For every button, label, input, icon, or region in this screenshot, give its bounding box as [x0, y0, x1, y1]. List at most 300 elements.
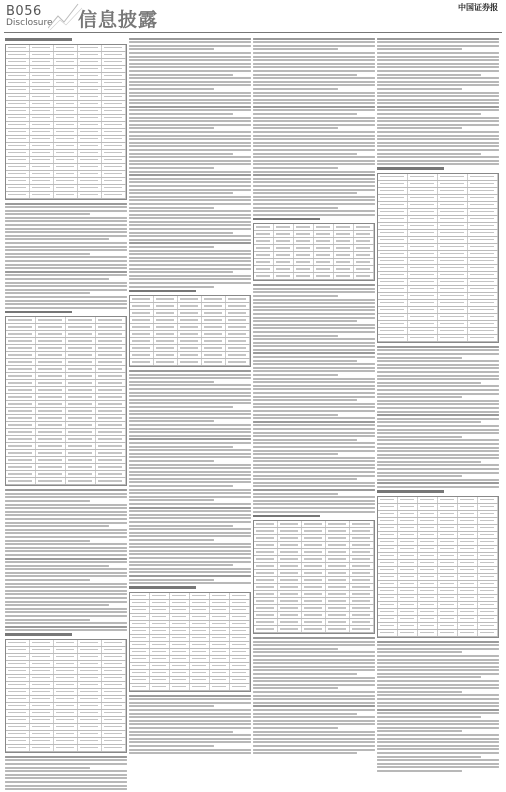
table-cell: [130, 656, 150, 662]
table-cell: [294, 273, 314, 279]
table-cell: [6, 668, 30, 674]
table-cell: [66, 429, 96, 435]
table-row: [254, 570, 374, 577]
text-line: [377, 644, 499, 646]
table-cell: [6, 171, 30, 177]
table-cell: [130, 331, 154, 337]
table-cell: [78, 682, 102, 688]
table-cell: [458, 616, 478, 622]
table-cell: [96, 478, 126, 484]
table-cell: [314, 224, 334, 230]
table-cell: [54, 689, 78, 695]
table-row: [6, 171, 126, 178]
text-line: [129, 716, 251, 718]
table-cell: [226, 296, 250, 302]
table-cell: [78, 178, 102, 184]
table-cell: [6, 380, 36, 386]
table-cell: [78, 689, 102, 695]
table-cell: [408, 223, 438, 229]
text-line: [377, 378, 499, 380]
text-line: [5, 565, 109, 567]
table-cell: [30, 696, 54, 702]
table-cell: [468, 209, 498, 215]
text-line: [5, 235, 127, 237]
table-row: [6, 80, 126, 87]
table-row: [6, 157, 126, 164]
table-cell: [154, 317, 178, 323]
table-cell: [66, 408, 96, 414]
text-line: [253, 406, 375, 408]
text-line: [129, 438, 251, 440]
text-line: [253, 457, 375, 459]
table-cell: [36, 394, 66, 400]
table-cell: [278, 556, 302, 562]
table-cell: [30, 710, 54, 716]
table-row: [130, 303, 250, 310]
table-cell: [326, 542, 350, 548]
table-cell: [6, 450, 36, 456]
table-cell: [102, 45, 126, 51]
text-line: [129, 395, 251, 397]
table-cell: [210, 656, 230, 662]
table-row: [6, 675, 126, 682]
table-cell: [190, 607, 210, 613]
table-cell: [254, 542, 278, 548]
table-row: [130, 352, 250, 359]
text-line: [5, 532, 127, 534]
table-row: [254, 584, 374, 591]
text-line: [377, 106, 499, 108]
text-line: [129, 499, 214, 501]
table-cell: [54, 192, 78, 198]
table-row: [254, 238, 374, 245]
table-cell: [326, 563, 350, 569]
text-line: [129, 74, 233, 76]
table-cell: [408, 300, 438, 306]
text-line: [377, 99, 499, 101]
table-cell: [66, 422, 96, 428]
text-line: [5, 550, 127, 552]
table-cell: [6, 401, 36, 407]
text-line: [253, 106, 375, 108]
text-line: [377, 153, 481, 155]
text-line: [377, 676, 481, 678]
table-cell: [150, 649, 170, 655]
table-cell: [254, 259, 274, 265]
text-line: [253, 482, 375, 484]
table-cell: [30, 717, 54, 723]
table-cell: [418, 511, 438, 517]
table-cell: [278, 535, 302, 541]
text-line: [377, 92, 499, 94]
table-cell: [378, 567, 398, 573]
table-cell: [334, 259, 354, 265]
table-caption: [253, 515, 320, 518]
table-cell: [54, 73, 78, 79]
table-cell: [230, 621, 250, 627]
table-cell: [408, 181, 438, 187]
table-row: [254, 577, 374, 584]
text-line: [253, 149, 375, 151]
table-cell: [6, 352, 36, 358]
table-cell: [478, 609, 498, 615]
text-line: [253, 356, 375, 358]
table-cell: [96, 450, 126, 456]
text-line: [253, 734, 375, 736]
data-table: [253, 223, 375, 281]
table-cell: [30, 66, 54, 72]
table-cell: [170, 628, 190, 634]
column-2: [129, 36, 251, 756]
table-cell: [190, 593, 210, 599]
table-cell: [378, 525, 398, 531]
table-cell: [302, 570, 326, 576]
table-cell: [418, 553, 438, 559]
table-cell: [210, 628, 230, 634]
table-cell: [438, 497, 458, 503]
table-cell: [314, 231, 334, 237]
text-line: [129, 392, 251, 394]
text-line: [253, 181, 375, 183]
table-cell: [202, 296, 226, 302]
table-cell: [350, 584, 374, 590]
table-cell: [378, 518, 398, 524]
table-cell: [102, 689, 126, 695]
text-line: [253, 59, 375, 61]
table-cell: [6, 478, 36, 484]
table-cell: [438, 244, 468, 250]
text-line: [129, 521, 251, 523]
text-line: [5, 615, 127, 617]
table-cell: [254, 245, 274, 251]
table-cell: [30, 185, 54, 191]
text-line: [129, 478, 251, 480]
table-cell: [66, 464, 96, 470]
table-cell: [66, 443, 96, 449]
text-line: [5, 249, 127, 251]
table-cell: [30, 731, 54, 737]
text-line: [377, 716, 481, 718]
table-cell: [378, 574, 398, 580]
text-line: [5, 213, 90, 215]
table-cell: [230, 656, 250, 662]
table-row: [6, 192, 126, 199]
table-cell: [438, 286, 468, 292]
text-line: [129, 142, 251, 144]
text-line: [129, 56, 251, 58]
table-cell: [378, 244, 408, 250]
data-table: [5, 316, 127, 486]
table-cell: [398, 525, 418, 531]
text-line: [253, 370, 375, 372]
text-line: [377, 698, 499, 700]
table-cell: [254, 570, 278, 576]
table-cell: [458, 595, 478, 601]
text-line: [377, 113, 481, 115]
text-line: [129, 167, 214, 169]
table-cell: [102, 157, 126, 163]
text-line: [377, 756, 481, 758]
text-line: [5, 256, 127, 258]
text-line: [377, 353, 499, 355]
table-cell: [30, 654, 54, 660]
text-line: [253, 507, 375, 509]
table-cell: [302, 598, 326, 604]
table-cell: [350, 556, 374, 562]
text-line: [253, 421, 375, 423]
text-line: [129, 496, 251, 498]
text-line: [253, 677, 375, 679]
text-line: [5, 601, 127, 603]
table-cell: [6, 457, 36, 463]
table-cell: [170, 614, 190, 620]
text-line: [5, 496, 127, 498]
table-cell: [418, 539, 438, 545]
text-line: [377, 651, 462, 653]
table-cell: [102, 661, 126, 667]
table-cell: [102, 59, 126, 65]
table-cell: [130, 345, 154, 351]
table-cell: [468, 321, 498, 327]
table-cell: [78, 108, 102, 114]
text-line: [253, 288, 375, 290]
table-cell: [210, 621, 230, 627]
text-line: [129, 564, 233, 566]
table-cell: [468, 328, 498, 334]
table-cell: [478, 504, 498, 510]
table-cell: [190, 684, 210, 690]
table-cell: [438, 202, 468, 208]
text-line: [253, 637, 375, 639]
table-cell: [66, 387, 96, 393]
table-cell: [302, 563, 326, 569]
table-cell: [378, 195, 408, 201]
table-cell: [226, 359, 250, 365]
table-row: [130, 628, 250, 635]
table-cell: [36, 359, 66, 365]
table-cell: [6, 122, 30, 128]
table-cell: [278, 605, 302, 611]
table-cell: [418, 588, 438, 594]
text-line: [129, 410, 251, 412]
table-cell: [36, 422, 66, 428]
table-cell: [468, 265, 498, 271]
table-cell: [226, 324, 250, 330]
table-cell: [30, 52, 54, 58]
table-cell: [438, 588, 458, 594]
table-row: [254, 259, 374, 266]
text-line: [253, 153, 357, 155]
text-line: [5, 292, 90, 294]
table-row: [254, 598, 374, 605]
text-line: [129, 246, 214, 248]
table-cell: [66, 436, 96, 442]
text-line: [129, 66, 251, 68]
text-line: [377, 659, 499, 661]
text-line: [253, 460, 375, 462]
table-cell: [6, 415, 36, 421]
table-row: [6, 415, 126, 422]
table-cell: [154, 359, 178, 365]
table-row: [6, 129, 126, 136]
table-cell: [438, 539, 458, 545]
text-line: [377, 712, 499, 714]
table-cell: [6, 345, 36, 351]
table-row: [6, 115, 126, 122]
text-line: [5, 271, 127, 273]
text-line: [253, 196, 375, 198]
table-row: [6, 373, 126, 380]
table-row: [6, 331, 126, 338]
text-line: [253, 335, 338, 337]
table-cell: [468, 237, 498, 243]
text-line: [129, 377, 251, 379]
table-row: [130, 684, 250, 691]
text-line: [253, 493, 338, 495]
text-line: [253, 309, 375, 311]
table-row: [130, 338, 250, 345]
newspaper-brand: 中国证券报: [458, 2, 498, 12]
text-line: [129, 81, 251, 83]
table-cell: [30, 122, 54, 128]
text-line: [129, 381, 214, 383]
table-cell: [354, 266, 374, 272]
table-cell: [378, 258, 408, 264]
table-row: [378, 616, 498, 623]
table-cell: [96, 373, 126, 379]
text-line: [253, 38, 375, 40]
text-line: [129, 464, 251, 466]
table-cell: [408, 188, 438, 194]
table-cell: [170, 607, 190, 613]
table-cell: [6, 710, 30, 716]
table-cell: [36, 457, 66, 463]
table-row: [6, 45, 126, 52]
text-line: [253, 295, 338, 297]
table-cell: [326, 549, 350, 555]
text-line: [129, 420, 214, 422]
text-line: [129, 456, 251, 458]
data-table: [377, 173, 499, 343]
table-cell: [478, 532, 498, 538]
table-cell: [254, 626, 278, 632]
text-line: [377, 41, 499, 43]
text-line: [5, 260, 127, 262]
table-cell: [30, 164, 54, 170]
text-line: [129, 286, 214, 288]
table-row: [378, 286, 498, 293]
text-line: [377, 691, 462, 693]
table-cell: [438, 525, 458, 531]
table-cell: [102, 668, 126, 674]
text-line: [129, 224, 251, 226]
table-cell: [418, 518, 438, 524]
table-row: [130, 656, 250, 663]
text-line: [377, 364, 499, 366]
text-line: [129, 709, 251, 711]
table-cell: [278, 528, 302, 534]
text-line: [377, 371, 499, 373]
table-row: [378, 272, 498, 279]
text-line: [5, 285, 127, 287]
text-line: [377, 135, 499, 137]
text-line: [253, 374, 338, 376]
table-cell: [438, 307, 468, 313]
text-line: [377, 346, 499, 348]
table-cell: [30, 682, 54, 688]
text-line: [129, 232, 233, 234]
text-line: [129, 127, 214, 129]
text-line: [377, 475, 462, 477]
text-line: [5, 626, 127, 628]
table-row: [6, 710, 126, 717]
table-row: [6, 150, 126, 157]
text-line: [253, 317, 375, 319]
table-cell: [408, 265, 438, 271]
table-row: [6, 345, 126, 352]
text-line: [129, 210, 251, 212]
table-cell: [154, 324, 178, 330]
table-row: [378, 497, 498, 504]
table-cell: [150, 593, 170, 599]
table-cell: [96, 429, 126, 435]
text-line: [129, 149, 251, 151]
text-line: [129, 388, 251, 390]
text-line: [253, 655, 375, 657]
table-cell: [102, 703, 126, 709]
table-row: [254, 224, 374, 231]
table-row: [6, 401, 126, 408]
text-line: [129, 113, 233, 115]
table-cell: [102, 640, 126, 646]
table-cell: [6, 366, 36, 372]
table-cell: [468, 195, 498, 201]
table-row: [254, 245, 374, 252]
table-row: [6, 457, 126, 464]
table-row: [6, 324, 126, 331]
text-line: [129, 417, 251, 419]
text-line: [253, 203, 375, 205]
text-line: [253, 284, 375, 286]
text-line: [253, 727, 338, 729]
table-cell: [302, 556, 326, 562]
table-cell: [102, 731, 126, 737]
text-line: [253, 214, 375, 216]
text-line: [377, 745, 499, 747]
table-cell: [274, 266, 294, 272]
table-cell: [150, 670, 170, 676]
table-cell: [78, 192, 102, 198]
text-line: [129, 253, 251, 255]
table-row: [378, 328, 498, 335]
table-cell: [468, 216, 498, 222]
text-line: [129, 278, 251, 280]
table-cell: [6, 422, 36, 428]
text-line: [253, 299, 375, 301]
table-row: [378, 560, 498, 567]
table-cell: [30, 640, 54, 646]
text-line: [253, 478, 357, 480]
text-line: [129, 525, 233, 527]
text-line: [377, 727, 499, 729]
text-line: [253, 648, 338, 650]
table-cell: [478, 525, 498, 531]
text-line: [5, 622, 127, 624]
table-cell: [438, 300, 468, 306]
table-cell: [54, 731, 78, 737]
table-cell: [54, 52, 78, 58]
text-line: [129, 88, 214, 90]
